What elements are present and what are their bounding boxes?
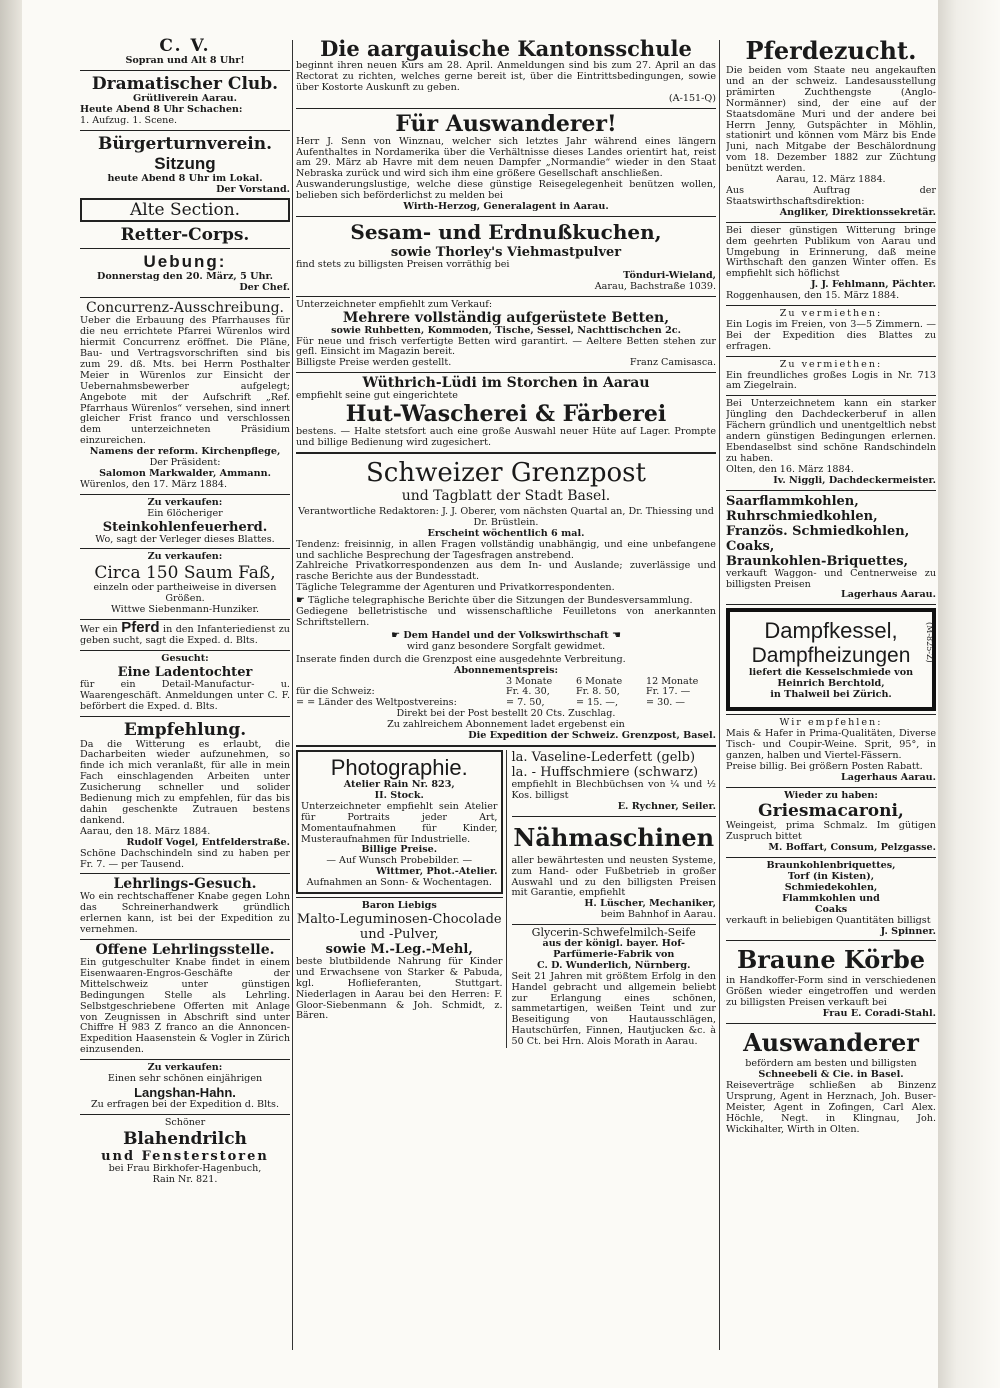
heading: la. - Huffschmiere (schwarz) bbox=[511, 764, 699, 780]
ad-hahn bbox=[80, 1063, 290, 1111]
text: Schneebeli & Cie. in Basel. bbox=[758, 1069, 904, 1080]
heading: Eine Ladentochter bbox=[117, 664, 253, 680]
text: Dem Handel und der Volkswirthschaft bbox=[403, 629, 609, 641]
heading: Retter-Corps. bbox=[120, 225, 250, 246]
ad-dampfkessel bbox=[726, 608, 936, 711]
heading: Auswanderer bbox=[743, 1028, 919, 1058]
signature: Iv. Niggli, Dachdeckermeister. bbox=[773, 474, 936, 486]
ad-vaseline bbox=[512, 750, 717, 813]
ad-lehrlingsstelle bbox=[80, 943, 290, 1056]
text: 1. Aufzug. 1. Scene. bbox=[80, 114, 178, 126]
heading: Coaks bbox=[814, 903, 848, 915]
heading: Steinkohlenfeuerherd. bbox=[102, 519, 268, 535]
text: empfiehlt seine gut eingerichtete bbox=[296, 390, 458, 402]
text: Schöne Dachschindeln sind zu haben per Fr. 7. — per Tausend. bbox=[80, 847, 290, 870]
text: Aarau, 12. März 1884. bbox=[776, 174, 886, 186]
text: Abonnementspreis: bbox=[453, 664, 559, 676]
text: Unterzeichneter empfiehlt sein Atelier für Portraits jeder Art, Momentaufnahmen für Kinder, Musteraufnahmen für Industrielle. bbox=[301, 800, 498, 845]
text: verkauft Waggon- und Centnerweise zu billigsten Preisen bbox=[726, 567, 936, 590]
text: liefert die Kesselschmiede von bbox=[748, 667, 914, 679]
signature: Tönduri-Wieland, bbox=[623, 269, 716, 281]
price-head: 6 Monate bbox=[576, 675, 623, 687]
price-head: 12 Monate bbox=[646, 675, 699, 687]
heading: Sesam- und Erdnußkuchen, bbox=[350, 219, 662, 244]
ad-auswanderer bbox=[296, 112, 716, 213]
text: Zu verkaufen: bbox=[147, 496, 223, 508]
text: beginnt ihren neuen Kurs am 28. April. Anmeldungen sind bis zum 27. April an das Rectorat zu richten, welches gerne bereit ist, über die Eintrittsbedingungen, sowie über Kostorte Auskunft zu geben. bbox=[296, 60, 716, 93]
text: Tägliche Telegramme der Agenturen und Privatkorrespondenten. bbox=[296, 582, 615, 594]
text: Atelier Rain Nr. 823, bbox=[343, 778, 455, 790]
text: Olten, den 16. März 1884. bbox=[726, 463, 854, 475]
ad-grenzpost bbox=[296, 457, 716, 742]
signature: J. Spinner. bbox=[880, 925, 936, 937]
text: C. D. Wunderlich, Nürnberg. bbox=[537, 959, 691, 971]
signature: Die Expedition der Schweiz. Grenzpost, Basel. bbox=[468, 730, 716, 742]
text: Direkt bei der Post bestellt 20 Cts. Zuschlag. bbox=[396, 708, 616, 720]
text: Heinrich Berchtold, bbox=[777, 678, 885, 690]
heading: Saarflammkohlen, bbox=[726, 493, 859, 509]
heading: Griesmacaroni, bbox=[758, 801, 904, 822]
text: Wieder zu haben: bbox=[784, 789, 878, 801]
text: Da die Witterung es erlaubt, die Dacharbeiten wieder aufzunehmen, so finde ich mich veranlaßt, für alle in mein Fach einschlagenden Arbeiten unter Zusicherung schneller und solider Bedienung mich zu empfehlen, für das bis dahin geschenkte Zutrauen bestens dankend. bbox=[80, 738, 290, 826]
text: verkauft in beliebigen Quantitäten billigst bbox=[726, 914, 931, 926]
subcolumn-right bbox=[507, 750, 717, 1048]
heading: Braune Körbe bbox=[736, 945, 926, 975]
heading: sowie Thorley's Viehmastpulver bbox=[390, 244, 622, 260]
text: Rain Nr. 821. bbox=[152, 1173, 218, 1185]
ad-storen bbox=[80, 1118, 290, 1186]
ad-koerbe bbox=[726, 944, 936, 1020]
text: Aarau, den 18. März 1884. bbox=[80, 825, 211, 837]
signature: Wirth-Herzog, Generalagent in Aarau. bbox=[403, 201, 609, 213]
signature: Der Chef. bbox=[239, 282, 290, 294]
heading: Schmiedekohlen, bbox=[784, 881, 878, 893]
heading: Braunkohlenbriquettes, bbox=[766, 860, 896, 872]
text: Die beiden vom Staate neu angekauften und an der schweiz. Landesausstellung prämirten Zuchthengste (Anglo-Normänner) sind, der eine auf der Staatsdomäne Muri und der andere bei Herrn Jenny, Gutspächter in Möhlin, stationirt und können vom März bis Ende Juni, nach Mitgabe der Beschälordnung vom 18. Dezember 1882 zur Züchtung benützt werden. bbox=[726, 65, 936, 175]
text: Herr J. Senn von Winznau, welcher sich letztes Jahr während eines längern Aufenthaltes in Nordamerika über die Verhältnisse dieses Landes orientirt hat, reist am 29. März ab Havre mit dem neuen Dampfer „Normandie“ wieder in den Staat Nebraska zurück und wird sich ihm eine größere Gesellschaft anschließen. bbox=[296, 135, 716, 180]
text: Wo, sagt der Verleger dieses Blattes. bbox=[95, 533, 275, 545]
signature: Der Vorstand. bbox=[216, 183, 290, 195]
page-edge-right bbox=[938, 0, 1000, 1388]
ad-kohlen bbox=[726, 494, 936, 602]
heading: Schweizer Grenzpost bbox=[366, 457, 646, 488]
price-cell: = 15. —, bbox=[576, 697, 619, 709]
ad-retter-corps bbox=[80, 225, 290, 294]
text: Seit 21 Jahren mit größtem Erfolg in den Handel gebracht und allgemein beliebt zur Erlangung eines schönen, sammetartigen, weißen Teint und zur Beseitigung von Hautausschlägen, Hautschürfen, Finnen, Hautjucken &c. à 50 Ct. bei Hrn. Alois Morath in Aarau. bbox=[511, 970, 716, 1048]
ad-cv bbox=[80, 36, 290, 67]
heading: Lehrlings-Gesuch. bbox=[113, 876, 257, 893]
ad-concurrenz bbox=[80, 301, 290, 491]
ad-dramatic-club bbox=[80, 74, 290, 127]
heading: Sitzung bbox=[154, 153, 216, 173]
ad-lagerhaus bbox=[726, 718, 936, 783]
text: Namens der reform. Kirchenpflege, bbox=[89, 446, 281, 458]
price-label: = = Länder des Weltpostvereins: bbox=[296, 697, 457, 709]
text: in den Infanteriedienst zu geben sucht, sagt die Exped. d. Blts. bbox=[80, 624, 290, 646]
column-middle bbox=[296, 36, 716, 1048]
text: Weingeist, prima Schmalz. Im gütigen Zuspruch bittet bbox=[726, 820, 936, 843]
text: Einen sehr schönen einjährigen bbox=[107, 1073, 263, 1085]
text: Ueber die Erbauung des Pfarrhauses für die neu errichtete Pfarrei Würenlos wird hiermit Concurrenz eröffnet. Die Pläne, Bau- und Vertragsvorschriften sind bis zum 29. dß. Mts. bei Herrn Posthalter Meier in Würenlos zur Einsicht der Uebernahmsbewerber aufgelegt; Angebote mit der Aufschrift „Ref. Pfarrhaus Würenlos“ versehen, sind innert gleicher Frist franco und verschlossen dem unterzeichneten Präsidium einzureichen. bbox=[80, 315, 290, 447]
heading: Hut-Wascherei & Färberei bbox=[345, 401, 667, 428]
heading: Pferd bbox=[121, 619, 160, 637]
heading: Alte Section. bbox=[129, 200, 241, 221]
heading: Pferdezucht. bbox=[745, 36, 917, 65]
text: Donnerstag den 20. März, 5 Uhr. bbox=[97, 271, 273, 283]
page-edge-left bbox=[0, 0, 22, 1388]
heading: Circa 150 Saum Faß, bbox=[94, 563, 276, 584]
text: Sopran und Alt 8 Uhr! bbox=[125, 55, 245, 66]
text: aller bewährtesten und neusten Systeme, zum Hand- oder Fußbetrieb in großer Auswahl und zu den billigsten Preisen mit Garantie, empfiehlt bbox=[511, 854, 716, 899]
heading: Concurrenz-Ausschreibung. bbox=[85, 300, 285, 317]
text: Erscheint wöchentlich 6 mal. bbox=[427, 527, 585, 539]
heading: Langshan-Hahn. bbox=[134, 1085, 236, 1100]
price-cell: = 30. — bbox=[646, 697, 685, 709]
heading: Dampfkessel, bbox=[764, 618, 898, 644]
heading: Nähmaschinen bbox=[513, 822, 715, 852]
price-cell: Fr. 17. — bbox=[646, 686, 691, 698]
signature: Frau E. Coradi-Stahl. bbox=[822, 1008, 936, 1020]
ad-griesmacaroni bbox=[726, 791, 936, 855]
text: für ein Detail-Manufactur- u. Waarengeschäft. Anmeldungen unter C. F. beförbert die Exped. d. Blts. bbox=[80, 678, 290, 712]
text: Zu vermiethen: bbox=[779, 358, 883, 370]
bottom-ads-row bbox=[296, 750, 716, 1048]
ad-fehlmann bbox=[726, 226, 936, 302]
text: Zu verkaufen: bbox=[147, 551, 223, 563]
text: Ein gutgeschulter Knabe findet in einem Eisenwaaren-Engros-Geschäfte der Mittelschweiz unter günstigen Bedingungen Stelle als Lehrling. Selbstgeschriebene Offerten mit Anlage von Zeugnissen in Abschrift sind unter Chiffre H 983 Z franco an die Annoncen-Expedition Haasenstein & Vogler in Zürich einzusenden. bbox=[80, 957, 290, 1056]
text: Ein 6löcheriger bbox=[147, 507, 223, 519]
ad-lehrlings-gesuch bbox=[80, 877, 290, 936]
text: Wer ein bbox=[80, 624, 118, 636]
text: in Thalweil bei Zürich. bbox=[770, 689, 892, 701]
text: — Auf Wunsch Probebilder. — bbox=[326, 855, 473, 867]
ad-ladentochter bbox=[80, 654, 290, 713]
text: wird ganz besondere Sorgfalt gewidmet. bbox=[406, 640, 606, 652]
text: Preise billig. Bei größern Posten Rabatt. bbox=[726, 760, 923, 772]
text: Wittwe Siebenmann-Hunziker. bbox=[110, 604, 260, 616]
heading: und Tagblatt der Stadt Basel. bbox=[401, 487, 611, 504]
text: Aus Auftrag der Staatswirthschaftsdirektion: bbox=[726, 184, 936, 207]
heading: Dampfheizungen bbox=[751, 644, 911, 668]
column-right bbox=[726, 36, 936, 1135]
ad-pferd bbox=[80, 619, 290, 647]
text: Heute Abend 8 Uhr Schachen: bbox=[80, 103, 243, 115]
signature: H. Lüscher, Mechaniker, bbox=[584, 898, 716, 910]
text: Wir empfehlen: bbox=[779, 717, 883, 729]
ad-niggli bbox=[726, 399, 936, 486]
ad-photographie bbox=[296, 750, 503, 894]
signature: Lagerhaus Aarau. bbox=[841, 589, 936, 601]
text: einzeln oder partheiweise in diversen Größen. bbox=[93, 582, 277, 605]
text: Würenlos, den 17. März 1884. bbox=[80, 478, 228, 490]
heading: C. V. bbox=[159, 36, 211, 56]
price-head: 3 Monate bbox=[506, 675, 553, 687]
ad-vermiethen-1 bbox=[726, 309, 936, 353]
heading: Torf (in Kisten), bbox=[787, 871, 875, 883]
column-rule bbox=[719, 40, 720, 1350]
ad-briquettes bbox=[726, 861, 936, 937]
price-cell: Fr. 4. 30, bbox=[506, 686, 550, 698]
price-label: für die Schweiz: bbox=[296, 686, 375, 698]
text: Aarau, Bachstraße 1039. bbox=[594, 280, 716, 292]
ad-auswanderer-basel bbox=[726, 1027, 936, 1135]
subcolumn-left bbox=[296, 750, 507, 1048]
heading: Photographie. bbox=[330, 754, 468, 780]
heading: Wüthrich-Lüdi im Storchen in Aarau bbox=[362, 375, 650, 392]
text: Aufnahmen an Sonn- & Wochentagen. bbox=[306, 877, 492, 889]
ad-reference: (M-825-Z) bbox=[925, 622, 934, 664]
text: Roggenhausen, den 15. März 1884. bbox=[726, 290, 900, 302]
heading: Coaks, bbox=[726, 538, 775, 554]
heading: Uebung: bbox=[143, 252, 227, 272]
text: Verantwortliche Redaktoren: J. J. Oberer, vom nächsten Quartal an, Dr. Thiessing und Dr. Brüstlein. bbox=[298, 505, 714, 528]
signature: Franz Camisasca. bbox=[629, 357, 716, 369]
text: sowie Ruhbetten, Kommoden, Tische, Sessel, Nachttischchen 2c. bbox=[331, 324, 681, 336]
text: Wo ein rechtschaffener Knabe gegen Lohn das Schreinerhandwerk gründlich erlernen kann, ist bei der Expedition zu vernehmen. bbox=[80, 891, 290, 936]
signature: J. J. Fehlmann, Pächter. bbox=[811, 279, 936, 291]
text: (A-151-Q) bbox=[668, 92, 716, 104]
signature: Rudolf Vogel, Entfelderstraße. bbox=[126, 836, 290, 848]
text: Baron Liebigs bbox=[361, 900, 437, 912]
text: Ein freundliches großes Logis in Nr. 713 am Ziegelrain. bbox=[726, 369, 936, 392]
text: Billigste Preise werden gestellt. bbox=[296, 357, 452, 369]
ad-vermiethen-2 bbox=[726, 360, 936, 393]
column-rule bbox=[292, 40, 293, 1350]
signature: Salomon Markwalder, Ammann. bbox=[99, 467, 271, 479]
text: Mais & Hafer in Prima-Qualitäten, Diverse Tisch- und Coupir-Weine. Sprit, 95°, in ganzen, halben und Viertel-Fässern. bbox=[726, 727, 936, 761]
ad-alte-section bbox=[80, 198, 290, 222]
text: Für neue und frisch verfertigte Betten wird garantirt. — Aeltere Betten stehen zur gefl. Einsicht im Magazin bereit. bbox=[296, 335, 716, 358]
text: empfiehlt in Blechbüchsen von ¼ und ½ Kos. billigst bbox=[511, 778, 716, 801]
text: Zu vermiethen: bbox=[779, 308, 883, 320]
heading: Französ. Schmiedkohlen, bbox=[726, 523, 910, 539]
ad-empfehlung bbox=[80, 720, 290, 871]
heading: Die aargauische Kantonsschule bbox=[320, 36, 692, 61]
ad-fass bbox=[80, 552, 290, 616]
heading: sowie M.-Leg.-Mehl, bbox=[325, 941, 473, 957]
ad-sesam bbox=[296, 220, 716, 293]
text: heute Abend 8 Uhr im Lokal. bbox=[107, 172, 263, 184]
signature: Angliker, Direktionssekretär. bbox=[779, 206, 936, 218]
heading: Empfehlung. bbox=[123, 719, 247, 740]
text: Unterzeichneter empfiehlt zum Verkauf: bbox=[296, 298, 493, 310]
ad-pferdezucht bbox=[726, 36, 936, 219]
text: find stets zu billigsten Preisen vorräthig bei bbox=[296, 258, 510, 270]
text: Zu verkaufen: bbox=[147, 1062, 223, 1074]
text: Zahlreiche Privatkorrespondenzen aus dem In- und Auslande; zuverlässige und rasche Berichte aus der Bundesstadt. bbox=[296, 560, 716, 583]
text: Der Präsident: bbox=[149, 457, 221, 469]
text: aus der königl. bayer. Hof-Parfümerie-Fabrik von bbox=[542, 938, 686, 960]
text: II. Stock. bbox=[374, 789, 424, 801]
pointing-hand-left-icon: ☚ bbox=[611, 629, 621, 641]
signature: M. Boffart, Consum, Pelzgasse. bbox=[768, 842, 936, 854]
ad-wuethrich bbox=[296, 376, 716, 449]
pointing-hand-icon: ☛ bbox=[296, 595, 305, 607]
text: Billige Preise. bbox=[361, 844, 438, 856]
text: beste blutbildende Nahrung für Kinder und Erwachsene von Starker & Pabuda, kgl. Hoflieferanten, Stuttgart. Niederlagen in Aarau bei den Herren: F. Gloor-Siebenmann & Joh. Schmidt, z. Bären. bbox=[296, 955, 503, 1022]
ad-turnverein bbox=[80, 134, 290, 196]
heading: Glycerin-Schwefelmilch-Seife bbox=[531, 926, 696, 940]
heading: Mehrere vollständig aufgerüstete Betten, bbox=[342, 309, 670, 326]
heading: Für Auswanderer! bbox=[395, 110, 617, 137]
text: beim Bahnhof in Aarau. bbox=[600, 909, 716, 921]
heading: Offene Lehrlingsstelle. bbox=[95, 942, 275, 959]
column-left bbox=[80, 36, 290, 1186]
ad-herd bbox=[80, 498, 290, 546]
text: Tendenz: freisinnig, in allen Fragen vollständig unabhängig, und eine unbefangene und sachliche Besprechung der Tagesfragen anstrebend. bbox=[296, 538, 716, 561]
text: bei Frau Birkhofer-Hagenbuch, bbox=[108, 1162, 262, 1174]
ad-betten bbox=[296, 300, 716, 370]
signature: E. Rychner, Seiler. bbox=[617, 800, 716, 812]
text: in Handkoffer-Form sind in verschiedenen Größen wieder eingetroffen und werden zu billigsten Preisen verkauft bei bbox=[726, 975, 936, 1009]
price-cell: = 7. 50, bbox=[506, 697, 545, 709]
text: Zu zahlreichem Abonnement ladet ergebenst ein bbox=[387, 719, 625, 731]
pointing-hand-icon: ☛ bbox=[391, 629, 401, 641]
text: Reiseverträge schließen ab Binzenz Ursprung, Agent in Herznach, Joh. Buser-Meister, Agent in Zofingen, Carl Alex. Höchle, Negt. in Klingnau, Joh. Wickihalter, Wirth in Olten. bbox=[726, 1079, 936, 1135]
text: Auswanderungslustige, welche diese günstige Reisegelegenheit benützen wollen, belieben sich beförderlichst zu melden bei bbox=[296, 179, 716, 202]
heading: Ruhrschmiedkohlen, bbox=[726, 508, 878, 524]
text: Gediegene belletristische und wissenschaftliche Feuilletons von anerkannten Schriftstellern. bbox=[296, 606, 716, 628]
heading: Flammkohlen und bbox=[782, 892, 880, 904]
ad-liebig bbox=[296, 901, 503, 1022]
text: Bei dieser günstigen Witterung bringe dem geehrten Publikum von Aarau und Umgebung in Erinnerung, daß meine Wirthschaft den ganzen Winter offen. Es empfiehlt sich höflichst bbox=[726, 224, 936, 280]
text: Zu erfragen bei der Expedition d. Blts. bbox=[90, 1099, 279, 1110]
ad-naehmaschinen bbox=[512, 820, 717, 921]
heading: und Fensterstoren bbox=[101, 1148, 269, 1164]
text: Inserate finden durch die Grenzpost eine ausgedehnte Verbreitung. bbox=[296, 653, 626, 665]
text: befördern am besten und billigsten bbox=[745, 1058, 917, 1070]
text: Gesucht: bbox=[161, 652, 209, 664]
price-table bbox=[296, 677, 716, 721]
signature: Lagerhaus Aarau. bbox=[841, 771, 936, 783]
ad-kantonsschule bbox=[296, 36, 716, 105]
ad-seife bbox=[512, 928, 717, 1048]
heading: Malto-Leguminosen-Chocolade und -Pulver, bbox=[296, 911, 502, 942]
text: bestens. — Halte stetsfort auch eine große Auswahl neuer Hüte auf Lager. Prompte und billige Bedienung wird zugesichert. bbox=[296, 426, 716, 449]
heading: Bürgerturnverein. bbox=[97, 133, 273, 154]
text: Ein Logis im Freien, von 3—5 Zimmern. — Bei der Expedition dies Blattes zu erfragen. bbox=[726, 318, 936, 352]
text: Schöner bbox=[164, 1116, 206, 1128]
heading: Dramatischer Club. bbox=[91, 73, 279, 94]
heading: Blahendrilch bbox=[123, 1128, 247, 1149]
price-cell: Fr. 8. 50, bbox=[576, 686, 620, 698]
signature: Wittmer, Phot.-Atelier. bbox=[376, 866, 498, 878]
text: Grütliverein Aarau. bbox=[133, 92, 237, 104]
heading: la. Vaseline-Lederfett (gelb) bbox=[511, 749, 696, 765]
text: Bei Unterzeichnetem kann ein starker Jüngling den Dachdeckerberuf in allen Fächern gründlich und unentgeltlich nebst andern günstigen Bedingungen erlernen. Ebendaselbst sind schöne Randschindeln zu haben. bbox=[726, 398, 936, 464]
heading: Braunkohlen-Briquettes, bbox=[726, 553, 909, 569]
text: Tägliche telegraphische Berichte über die Sitzungen der Bundesversammlung. bbox=[308, 595, 693, 607]
